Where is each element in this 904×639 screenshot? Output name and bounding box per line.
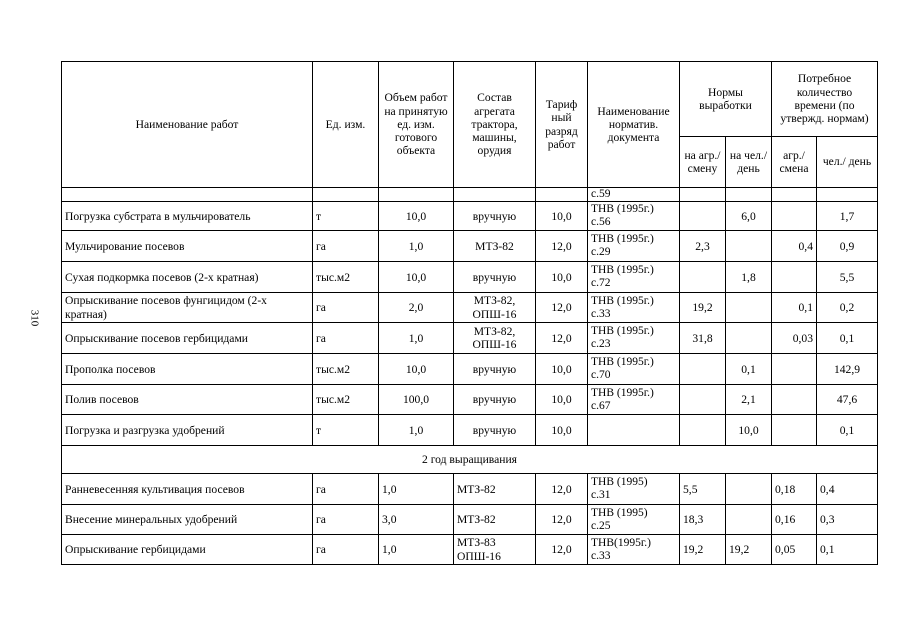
composition: вручную [454,202,536,231]
time-chel: 0,1 [817,323,878,354]
time-chel: 0,9 [817,231,878,262]
work-name: Погрузка и разгрузка удобрений [62,415,313,446]
table-row [62,474,878,505]
time-chel: 47,6 [817,385,878,415]
header-name: Наименование работ [62,62,313,188]
composition: МТЗ-82 [454,231,536,262]
tariff: 12,0 [536,535,588,565]
tariff: 10,0 [536,262,588,293]
volume: 1,0 [379,231,454,262]
header-unit: Ед. изм. [313,62,379,188]
unit: га [313,505,379,535]
norm-agr [680,354,726,385]
composition: МТЗ-82 [454,505,536,535]
work-name: Полив посевов [62,385,313,415]
tariff: 10,0 [536,354,588,385]
time-chel: 5,5 [817,262,878,293]
work-name: Погрузка субстрата в мульчирователь [62,202,313,231]
time-chel: 142,9 [817,354,878,385]
doc-page: с.56 [591,216,611,229]
tariff: 12,0 [536,293,588,323]
norm-agr [680,262,726,293]
doc-page: с.23 [591,338,611,351]
unit: га [313,231,379,262]
carry-over-row [62,188,878,202]
composition: вручную [454,415,536,446]
tariff: 12,0 [536,505,588,535]
work-name: Опрыскивание гербицидами [62,535,313,565]
work-norms-table [61,61,878,565]
time-chel: 1,7 [817,202,878,231]
volume: 1,0 [379,474,454,505]
table-row [62,535,878,565]
volume: 1,0 [379,535,454,565]
unit: га [313,535,379,565]
header-volume: Объем работ на принятую ед. изм. готового объекта [379,62,454,188]
header-time-chel: чел./ день [817,137,878,188]
unit: га [313,474,379,505]
time-agr: 0,1 [772,293,817,323]
time-agr [772,385,817,415]
norm-chel: 6,0 [726,202,772,231]
volume: 1,0 [379,323,454,354]
doc-cell [588,262,680,293]
norm-chel [726,231,772,262]
volume: 3,0 [379,505,454,535]
time-agr: 0,18 [772,474,817,505]
work-name: Опрыскивание посевов фунгицидом (2-х кратная) [62,293,313,323]
table-row [62,505,878,535]
time-chel: 0,4 [817,474,878,505]
norm-agr [680,202,726,231]
doc-cell [588,415,680,446]
doc-page: с.33 [591,549,611,562]
unit: т [313,415,379,446]
tariff: 12,0 [536,231,588,262]
doc-title: ТНВ (1995) [591,476,648,488]
work-name: Внесение минеральных удобрений [62,505,313,535]
norm-chel: 10,0 [726,415,772,446]
norm-agr: 19,2 [680,535,726,565]
doc-title: ТНВ (1995) [591,506,648,519]
time-agr [772,262,817,293]
norm-chel: 1,8 [726,262,772,293]
header-norms-chel: на чел./ день [726,137,772,188]
doc-cell [588,323,680,354]
table-row [62,202,878,231]
doc-page: с.67 [591,399,611,412]
unit: тыс.м2 [313,385,379,415]
volume: 10,0 [379,354,454,385]
doc-title: ТНВ(1995г.) [591,536,651,549]
tariff: 12,0 [536,474,588,505]
unit: га [313,323,379,354]
doc-page: с.70 [591,369,611,382]
doc-cell [588,505,680,535]
norm-chel: 0,1 [726,354,772,385]
work-name: Мульчирование посевов [62,231,313,262]
time-agr: 0,03 [772,323,817,354]
volume: 2,0 [379,293,454,323]
norm-chel [726,293,772,323]
norm-agr: 5,5 [680,474,726,505]
doc-title: ТНВ (1995г.) [591,203,654,215]
norm-chel [726,323,772,354]
work-name: Опрыскивание посевов гербицидами [62,323,313,354]
section-title: 2 год выращивания [62,446,878,474]
doc-cell [588,474,680,505]
time-agr: 0,4 [772,231,817,262]
composition: МТЗ-83 ОПШ-16 [454,535,536,565]
composition: вручную [454,262,536,293]
time-agr [772,415,817,446]
time-chel: 0,2 [817,293,878,323]
doc-title: ТНВ (1995г.) [591,356,654,368]
time-chel: 0,1 [817,535,878,565]
time-agr [772,354,817,385]
section-row [62,446,878,474]
table-row [62,262,878,293]
header-time: Потребное количество времени (по утвержд. нормам) [772,62,878,137]
composition: МТЗ-82, ОПШ-16 [454,293,536,323]
tariff: 10,0 [536,385,588,415]
time-agr: 0,05 [772,535,817,565]
composition: вручную [454,385,536,415]
header-normdoc: Наименование норматив. документа [588,62,680,188]
composition: вручную [454,354,536,385]
norm-agr: 18,3 [680,505,726,535]
doc-cell [588,293,680,323]
header-norms-agr: на агр./ смену [680,137,726,188]
norm-chel: 19,2 [726,535,772,565]
doc-title: ТНВ (1995г.) [591,233,654,245]
table-row [62,415,878,446]
doc-cell [588,231,680,262]
doc-title: ТНВ (1995г.) [591,264,654,276]
unit: т [313,202,379,231]
header-time-agr: агр./ смена [772,137,817,188]
table-row [62,323,878,354]
work-name: Сухая подкормка посевов (2-х кратная) [62,262,313,293]
norm-agr: 31,8 [680,323,726,354]
table-row [62,354,878,385]
work-name: Ранневесенняя культивация посевов [62,474,313,505]
doc-page: с.29 [591,246,611,259]
tariff: 12,0 [536,323,588,354]
norm-agr: 2,3 [680,231,726,262]
norm-chel: 2,1 [726,385,772,415]
table-row [62,385,878,415]
norm-chel [726,505,772,535]
tariff: 10,0 [536,202,588,231]
volume: 10,0 [379,262,454,293]
doc-cell [588,202,680,231]
time-agr: 0,16 [772,505,817,535]
unit: тыс.м2 [313,354,379,385]
doc-cell [588,354,680,385]
page-number: 310 [28,309,41,327]
volume: 100,0 [379,385,454,415]
unit: га [313,293,379,323]
header-tariff: Тариф ный разряд работ [536,62,588,188]
norm-agr: 19,2 [680,293,726,323]
volume: 1,0 [379,415,454,446]
volume: 10,0 [379,202,454,231]
doc-title: ТНВ (1995г.) [591,386,654,399]
table-row [62,293,878,323]
doc-page: с.33 [591,307,611,320]
work-name: Прополка посевов [62,354,313,385]
norm-agr [680,385,726,415]
doc-page: с.31 [591,489,611,502]
doc-page: с.25 [591,519,611,532]
header-norms: Нормы выработки [680,62,772,137]
doc-title: ТНВ (1995г.) [591,325,654,337]
doc-page: с.72 [591,277,611,290]
header-composition: Состав агрегата трактора, машины, орудия [454,62,536,188]
time-chel: 0,3 [817,505,878,535]
doc-cell [588,385,680,415]
time-agr [772,202,817,231]
doc-cell [588,535,680,565]
time-chel: 0,1 [817,415,878,446]
unit: тыс.м2 [313,262,379,293]
norm-chel [726,474,772,505]
doc-title: ТНВ (1995г.) [591,294,654,307]
norm-agr [680,415,726,446]
carry-doc: с.59 [588,188,680,202]
composition: МТЗ-82 [454,474,536,505]
composition: МТЗ-82, ОПШ-16 [454,323,536,354]
tariff: 10,0 [536,415,588,446]
table-row [62,231,878,262]
